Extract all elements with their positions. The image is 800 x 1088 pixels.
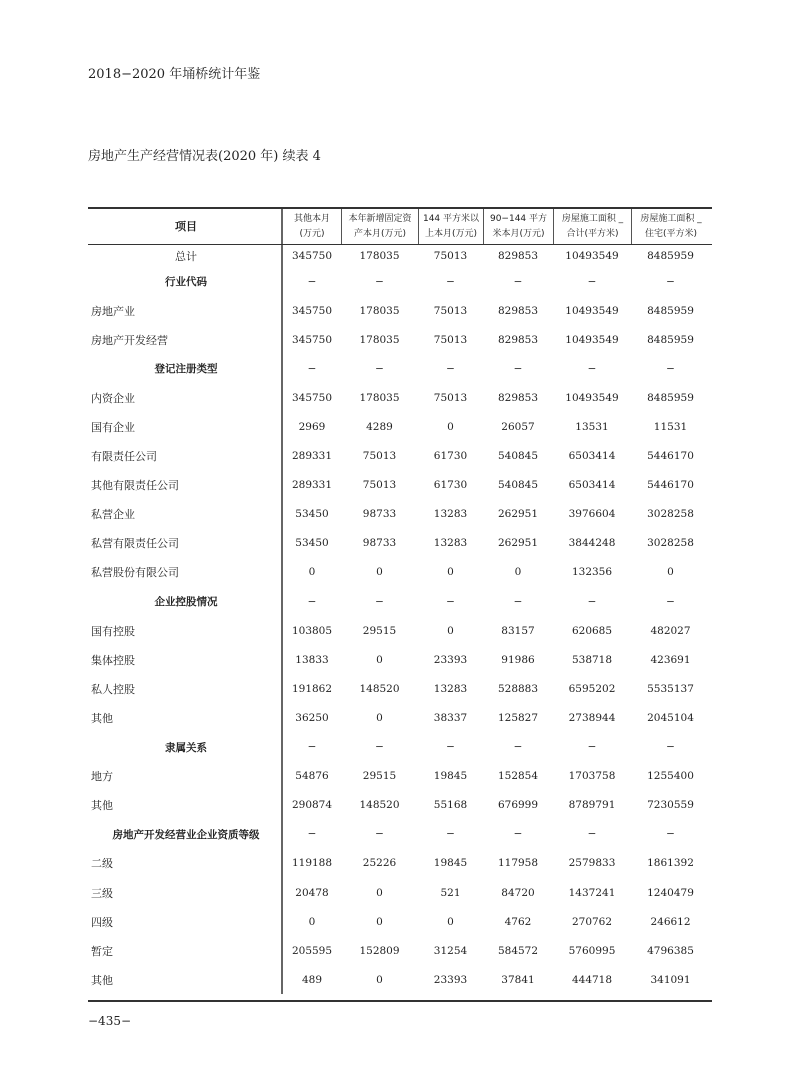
table-cell: 54876 bbox=[295, 770, 329, 783]
table-cell: − bbox=[513, 275, 523, 288]
table-cell: 345750 bbox=[291, 250, 333, 262]
table-row bbox=[88, 936, 712, 965]
table-cell: 444718 bbox=[571, 973, 613, 986]
column-header-line: 144 平方米以 bbox=[422, 213, 480, 224]
table-cell: − bbox=[307, 828, 317, 841]
table-cell: − bbox=[307, 741, 317, 754]
table-cell: 8485959 bbox=[647, 250, 694, 262]
table-row bbox=[88, 587, 712, 616]
table-cell: 178035 bbox=[359, 391, 400, 404]
table-cell: 5760995 bbox=[568, 944, 616, 957]
table-cell: − bbox=[375, 362, 384, 375]
table-cell: 13833 bbox=[295, 653, 329, 666]
table-row bbox=[88, 412, 712, 441]
table-cell: 4762 bbox=[504, 915, 532, 928]
table-cell: 345750 bbox=[291, 333, 333, 346]
table-cell: 489 bbox=[301, 973, 323, 986]
column-header-line: (万元) bbox=[299, 228, 325, 239]
table-cell: 11531 bbox=[653, 421, 688, 434]
table-cell: 262951 bbox=[497, 537, 539, 550]
table-row bbox=[88, 616, 712, 645]
table-row bbox=[88, 674, 712, 703]
row-label: 房地产开发经营业企业资质等级 bbox=[88, 820, 283, 849]
table-cell: − bbox=[446, 275, 455, 288]
table-cell: 0 bbox=[376, 886, 383, 899]
table-cell: 290874 bbox=[291, 799, 333, 812]
table-cell: 53450 bbox=[295, 537, 329, 550]
table-cell: 0 bbox=[376, 653, 383, 666]
table-cell: − bbox=[666, 275, 675, 288]
row-label: 私营股份有限公司 bbox=[88, 558, 283, 587]
table-cell: 482027 bbox=[650, 624, 691, 637]
row-label: 私人控股 bbox=[88, 674, 283, 703]
table-cell: 132356 bbox=[571, 566, 613, 579]
table-cell: 584572 bbox=[497, 944, 539, 957]
table-cell: 205595 bbox=[291, 944, 333, 957]
table-cell: − bbox=[375, 275, 384, 288]
row-label: 私营企业 bbox=[88, 500, 283, 529]
table-cell: 0 bbox=[308, 566, 316, 579]
table-cell: 0 bbox=[376, 973, 383, 986]
table-cell: 540845 bbox=[497, 450, 539, 463]
table-cell: 0 bbox=[667, 566, 674, 579]
column-header-line: 产本月(万元) bbox=[353, 228, 406, 239]
table-cell: 1703758 bbox=[568, 770, 616, 783]
row-label: 集体控股 bbox=[88, 645, 283, 674]
table-cell: 10493549 bbox=[565, 391, 619, 404]
table-cell: 0 bbox=[447, 915, 454, 928]
table-row bbox=[88, 791, 712, 820]
table-cell: 521 bbox=[440, 886, 461, 899]
table-cell: 5446170 bbox=[647, 479, 694, 492]
table-cell: 262951 bbox=[497, 508, 539, 521]
table-cell: 538718 bbox=[571, 653, 613, 666]
table-cell: 829853 bbox=[497, 250, 539, 262]
table-cell: 10493549 bbox=[565, 250, 619, 262]
table-cell: 23393 bbox=[433, 653, 468, 666]
table-cell: 341091 bbox=[650, 973, 691, 986]
column-header-line: 90−144 平方 bbox=[489, 213, 548, 224]
table-cell: 29515 bbox=[362, 624, 397, 637]
table-cell: 98733 bbox=[362, 508, 397, 521]
table-cell: 270762 bbox=[571, 915, 613, 928]
table-row bbox=[88, 762, 712, 791]
table-cell: 1255400 bbox=[647, 770, 694, 783]
column-header bbox=[418, 209, 483, 244]
table-cell: 125827 bbox=[497, 711, 539, 724]
table-cell: 829853 bbox=[497, 333, 539, 346]
page-number: −435− bbox=[88, 1014, 132, 1028]
row-label: 其他 bbox=[88, 703, 283, 732]
table-cell: 13283 bbox=[433, 508, 468, 521]
table-cell: 152809 bbox=[359, 944, 400, 957]
table-cell: − bbox=[666, 741, 675, 754]
table-cell: 0 bbox=[514, 566, 522, 579]
row-label: 其他 bbox=[88, 965, 283, 994]
table-cell: 191862 bbox=[291, 682, 333, 695]
table-body bbox=[88, 245, 712, 1000]
table-row bbox=[88, 645, 712, 674]
table-cell: 10493549 bbox=[565, 333, 619, 346]
table-cell: − bbox=[587, 595, 597, 608]
table-cell: 540845 bbox=[497, 479, 539, 492]
table-cell: 91986 bbox=[501, 653, 535, 666]
row-label: 三级 bbox=[88, 878, 283, 907]
table-cell: 61730 bbox=[433, 450, 468, 463]
table-cell: 0 bbox=[308, 915, 316, 928]
table-cell: 345750 bbox=[291, 304, 333, 317]
row-label: 总计 bbox=[88, 245, 283, 267]
column-header-line: 项目 bbox=[175, 220, 197, 233]
table-cell: − bbox=[307, 275, 317, 288]
table-cell: 829853 bbox=[497, 391, 539, 404]
table-cell: 178035 bbox=[359, 304, 400, 317]
table-row bbox=[88, 267, 712, 296]
row-label: 地方 bbox=[88, 762, 283, 791]
running-header: 2018−2020 年埇桥统计年鉴 bbox=[88, 67, 261, 82]
table-cell: 7230559 bbox=[647, 799, 694, 812]
row-label: 私营有限责任公司 bbox=[88, 529, 283, 558]
table-cell: 0 bbox=[447, 421, 454, 434]
table-cell: − bbox=[587, 828, 597, 841]
table-cell: − bbox=[513, 828, 523, 841]
table-cell: 178035 bbox=[359, 333, 400, 346]
table-cell: 2579833 bbox=[568, 857, 616, 870]
table-cell: 13283 bbox=[433, 682, 468, 695]
table-cell: 31254 bbox=[433, 944, 468, 957]
table-cell: 5446170 bbox=[647, 450, 694, 463]
table-cell: 2738944 bbox=[568, 711, 616, 724]
column-header-line: 住宅(平方米) bbox=[644, 228, 698, 239]
table-row bbox=[88, 529, 712, 558]
row-label: 内资企业 bbox=[88, 383, 283, 412]
table-cell: 3028258 bbox=[647, 537, 694, 550]
table-cell: 0 bbox=[447, 566, 454, 579]
table-cell: − bbox=[307, 595, 317, 608]
table-cell: − bbox=[446, 828, 455, 841]
table-cell: 829853 bbox=[497, 304, 539, 317]
table-cell: 0 bbox=[376, 915, 383, 928]
table-cell: 148520 bbox=[359, 799, 400, 812]
column-header bbox=[553, 209, 631, 244]
column-header-line: 合计(平方米) bbox=[566, 228, 619, 239]
row-label: 国有企业 bbox=[88, 412, 283, 441]
table-cell: 25226 bbox=[362, 857, 397, 870]
table-cell: 423691 bbox=[650, 653, 691, 666]
table-cell: − bbox=[666, 828, 675, 841]
table-cell: 38337 bbox=[433, 711, 468, 724]
table-cell: − bbox=[446, 741, 455, 754]
table-cell: 1240479 bbox=[647, 886, 694, 899]
table-cell: 3976604 bbox=[568, 508, 616, 521]
table-cell: 75013 bbox=[433, 391, 468, 404]
table-cell: − bbox=[587, 741, 597, 754]
table-cell: 13531 bbox=[575, 421, 609, 434]
table-cell: 10493549 bbox=[565, 304, 619, 317]
table-cell: 1437241 bbox=[568, 886, 616, 899]
table-cell: 19845 bbox=[433, 770, 468, 783]
table-cell: 119188 bbox=[291, 857, 333, 870]
table-cell: 3844248 bbox=[568, 537, 616, 550]
table-cell: − bbox=[446, 362, 455, 375]
table-cell: 4289 bbox=[366, 421, 393, 434]
table-cell: 676999 bbox=[497, 799, 539, 812]
column-header-line: 米本月(万元) bbox=[492, 228, 545, 239]
table-row bbox=[88, 820, 712, 849]
table-caption: 房地产生产经营情况表(2020 年) 续表 4 bbox=[88, 149, 321, 164]
table-cell: 75013 bbox=[362, 479, 397, 492]
column-header-line: 房屋施工面积 _ bbox=[640, 213, 702, 224]
table-row bbox=[88, 471, 712, 500]
column-header bbox=[631, 209, 710, 244]
column-header-line: 上本月(万元) bbox=[424, 228, 477, 239]
table-cell: 13283 bbox=[433, 537, 468, 550]
table-cell: − bbox=[375, 741, 384, 754]
table-cell: 26057 bbox=[501, 421, 535, 434]
table-row bbox=[88, 703, 712, 732]
table-cell: − bbox=[446, 595, 455, 608]
table-row bbox=[88, 849, 712, 878]
table-cell: 55168 bbox=[433, 799, 468, 812]
table-cell: 6503414 bbox=[568, 450, 616, 463]
table-cell: 29515 bbox=[362, 770, 397, 783]
column-header bbox=[483, 209, 553, 244]
table-cell: 6595202 bbox=[568, 682, 616, 695]
table-cell: 53450 bbox=[295, 508, 329, 521]
row-label: 暂定 bbox=[88, 936, 283, 965]
table-cell: 75013 bbox=[362, 450, 397, 463]
table-cell: 528883 bbox=[497, 682, 539, 695]
table-row bbox=[88, 325, 712, 354]
table-cell: 20478 bbox=[295, 886, 329, 899]
table-cell: 289331 bbox=[291, 479, 333, 492]
table-cell: 75013 bbox=[433, 250, 468, 262]
table-cell: 8485959 bbox=[647, 304, 694, 317]
column-header bbox=[88, 209, 283, 244]
table-cell: − bbox=[513, 362, 523, 375]
table-cell: 3028258 bbox=[647, 508, 694, 521]
row-label: 四级 bbox=[88, 907, 283, 936]
table-cell: 83157 bbox=[501, 624, 535, 637]
table-cell: − bbox=[666, 595, 675, 608]
row-label: 其他有限责任公司 bbox=[88, 471, 283, 500]
table-row bbox=[88, 907, 712, 936]
table-cell: 0 bbox=[447, 624, 454, 637]
table-row bbox=[88, 383, 712, 412]
table-cell: 23393 bbox=[433, 973, 468, 986]
table-cell: 620685 bbox=[571, 624, 613, 637]
table-cell: 5535137 bbox=[647, 682, 694, 695]
row-label: 房地产开发经营 bbox=[88, 325, 283, 354]
row-label: 房地产业 bbox=[88, 296, 283, 325]
table-cell: 148520 bbox=[359, 682, 400, 695]
table-cell: 8789791 bbox=[568, 799, 616, 812]
table-row bbox=[88, 733, 712, 762]
row-label: 有限责任公司 bbox=[88, 442, 283, 471]
table-cell: 103805 bbox=[291, 624, 333, 637]
row-label: 企业控股情况 bbox=[88, 587, 283, 616]
data-table bbox=[88, 207, 712, 1002]
table-row bbox=[88, 558, 712, 587]
table-cell: − bbox=[513, 741, 523, 754]
table-cell: 152854 bbox=[497, 770, 539, 783]
table-cell: 4796385 bbox=[647, 944, 694, 957]
table-row bbox=[88, 354, 712, 383]
row-label: 隶属关系 bbox=[88, 733, 283, 762]
table-header bbox=[88, 209, 712, 245]
table-cell: 0 bbox=[376, 566, 383, 579]
table-cell: 289331 bbox=[291, 450, 333, 463]
row-label: 二级 bbox=[88, 849, 283, 878]
table-cell: − bbox=[587, 275, 597, 288]
table-cell: 345750 bbox=[291, 391, 333, 404]
table-cell: 2969 bbox=[298, 421, 326, 434]
column-header-line: 本年新增固定资 bbox=[348, 213, 412, 224]
column-header-line: 房屋施工面积 _ bbox=[561, 213, 624, 224]
table-row bbox=[88, 296, 712, 325]
table-cell: − bbox=[375, 595, 384, 608]
row-label: 行业代码 bbox=[88, 267, 283, 296]
table-cell: 36250 bbox=[295, 711, 329, 724]
table-cell: − bbox=[307, 362, 317, 375]
table-cell: 178035 bbox=[359, 250, 400, 262]
table-cell: 75013 bbox=[433, 333, 468, 346]
row-label: 登记注册类型 bbox=[88, 354, 283, 383]
table-row bbox=[88, 442, 712, 471]
column-header bbox=[341, 209, 418, 244]
table-cell: 0 bbox=[376, 711, 383, 724]
table-cell: 19845 bbox=[433, 857, 468, 870]
table-cell: 98733 bbox=[362, 537, 397, 550]
table-cell: 8485959 bbox=[647, 333, 694, 346]
column-header-line: 其他本月 bbox=[293, 213, 330, 224]
row-label: 其他 bbox=[88, 791, 283, 820]
table-row bbox=[88, 878, 712, 907]
table-cell: 8485959 bbox=[647, 391, 694, 404]
row-label: 国有控股 bbox=[88, 616, 283, 645]
table-cell: 1861392 bbox=[647, 857, 694, 870]
table-cell: 246612 bbox=[650, 915, 691, 928]
table-cell: − bbox=[666, 362, 675, 375]
table-cell: − bbox=[375, 828, 384, 841]
table-cell: 37841 bbox=[501, 973, 535, 986]
table-row bbox=[88, 965, 712, 994]
table-cell: 6503414 bbox=[568, 479, 616, 492]
table-cell: − bbox=[587, 362, 597, 375]
table-row bbox=[88, 500, 712, 529]
table-cell: 84720 bbox=[501, 886, 535, 899]
table-cell: − bbox=[513, 595, 523, 608]
table-cell: 75013 bbox=[433, 304, 468, 317]
table-row bbox=[88, 245, 712, 267]
column-header bbox=[283, 209, 341, 244]
table-cell: 117958 bbox=[497, 857, 539, 870]
table-cell: 61730 bbox=[433, 479, 468, 492]
table-cell: 2045104 bbox=[647, 711, 694, 724]
